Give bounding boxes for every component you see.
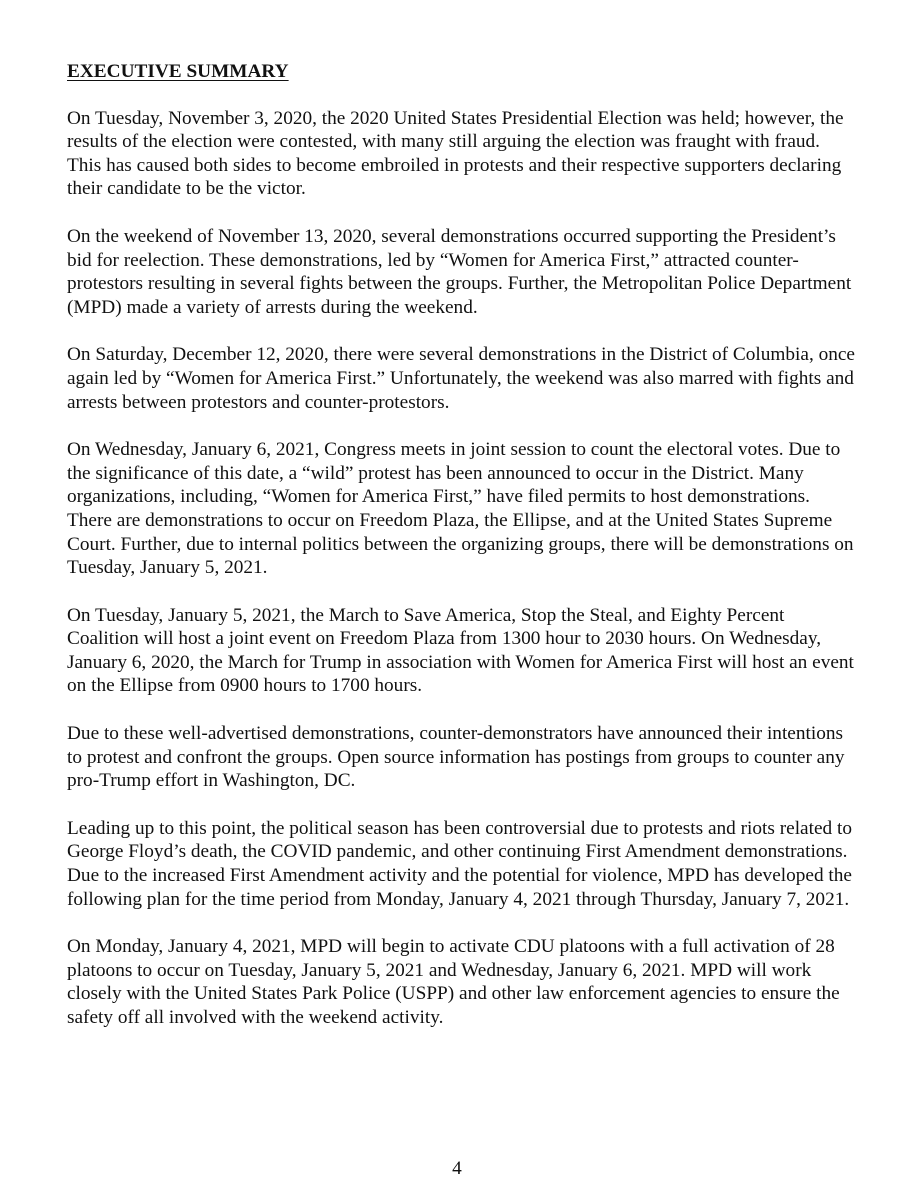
paragraph-december-demonstrations: On Saturday, December 12, 2020, there were several demonstrations in the District of Columbia, once again led by “Women for America First.” Unfortunately, the weekend was also marred with fights and arrests between protestors and counter-protestors. bbox=[67, 344, 855, 413]
paragraph-counter-demonstrators: Due to these well-advertised demonstrations, counter-demonstrators have announced their intentions to protest and confront the groups. Open source information has postings from groups to counter any pro-Trump effort in Washington, DC. bbox=[67, 723, 845, 792]
paragraph-political-season: Leading up to this point, the political season has been controversial due to protests and riots related to George Floyd’s death, the COVID pandemic, and other continuing First Amendment demonstrations. Due to the increased First Amendment activity and the potential for violence, MPD has developed the following plan for the time period from Monday, January 4, 2021 through Thursday, January 7, 2021. bbox=[67, 817, 852, 910]
paragraph-election-contested: On Tuesday, November 3, 2020, the 2020 United States Presidential Election was held; however, the results of the election were contested, with many still arguing the election was fraught with fraud. This has caused both sides to become embroiled in protests and their respective supporters declaring their candidate to be the victor. bbox=[67, 107, 844, 200]
section-title: EXECUTIVE SUMMARY bbox=[67, 61, 289, 82]
paragraph-november-demonstrations: On the weekend of November 13, 2020, several demonstrations occurred supporting the President’s bid for reelection. These demonstrations, led by “Women for America First,” attracted counter-protestors resulting in several fights between the groups. Further, the Metropolitan Police Department (MPD) made a variety of arrests during the weekend. bbox=[67, 225, 852, 318]
document-body bbox=[67, 60, 857, 1054]
paragraph-cdu-activation: On Monday, January 4, 2021, MPD will begin to activate CDU platoons with a full activation of 28 platoons to occur on Tuesday, January 5, 2021 and Wednesday, January 6, 2021. MPD will work closely with the United States Park Police (USPP) and other law enforcement agencies to ensure the safety off all involved with the weekend activity. bbox=[67, 936, 840, 1028]
paragraph-event-schedule: On Tuesday, January 5, 2021, the March to Save America, Stop the Steal, and Eighty Percent Coalition will host a joint event on Freedom Plaza from 1300 hour to 2030 hours. On Wednesday, January 6, 2020, the March for Trump in association with Women for America First will host an event on the Ellipse from 0900 hours to 1700 hours. bbox=[67, 604, 854, 697]
page-number: 4 bbox=[452, 1158, 462, 1179]
paragraph-january-6-session: On Wednesday, January 6, 2021, Congress meets in joint session to count the electoral votes. Due to the significance of this date, a “wild” protest has been announced to occur in the District. Many organizations, including, “Women for America First,” have filed permits to host demonstrations. There are demonstrations to occur on Freedom Plaza, the Ellipse, and at the United States Supreme Court. Further, due to internal politics between the organizing groups, there will be demonstrations on Tuesday, January 5, 2021. bbox=[67, 439, 854, 579]
